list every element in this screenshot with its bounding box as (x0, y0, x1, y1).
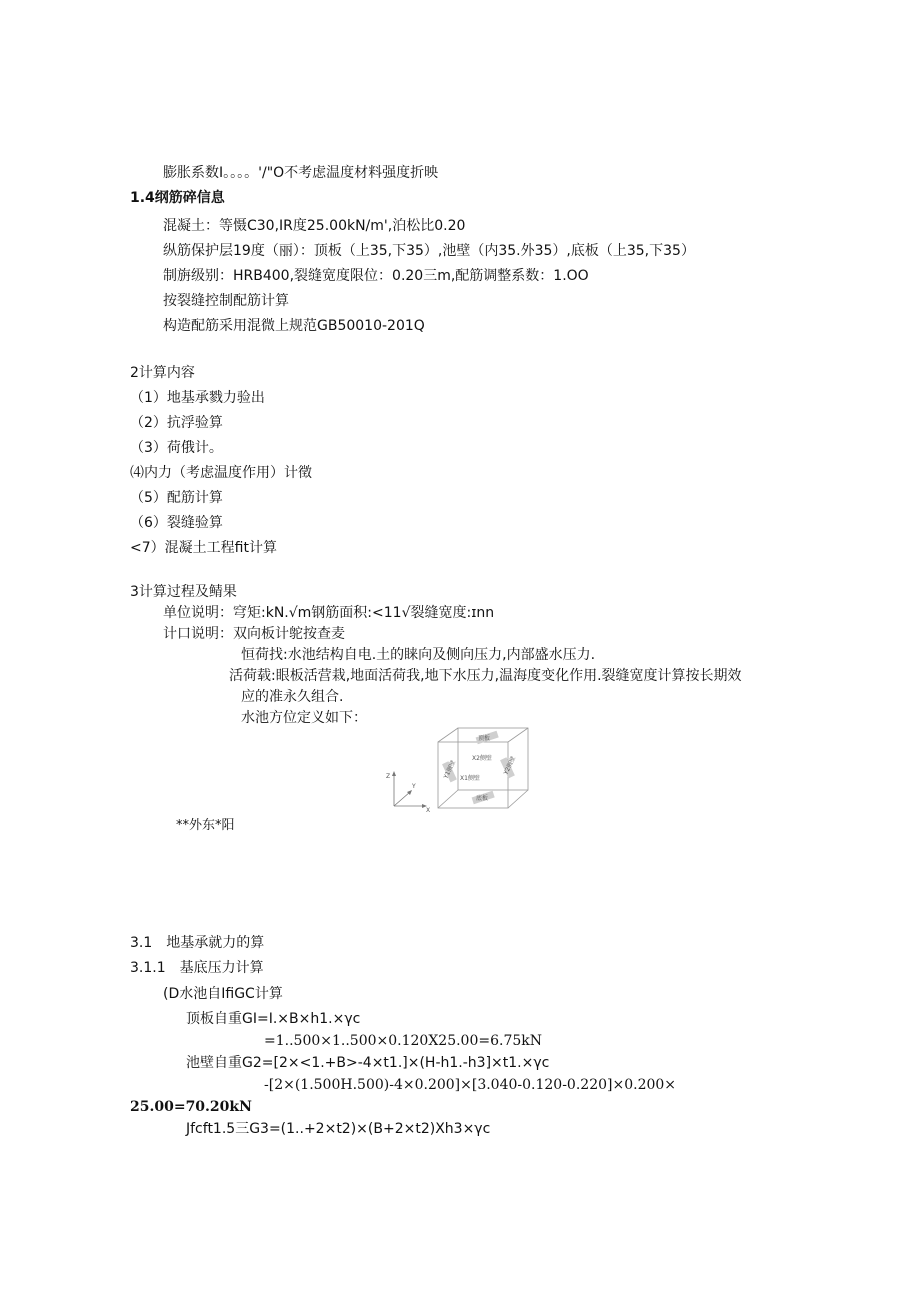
figure-label-front-wall: X1侧壁 (460, 775, 480, 782)
units-note: 单位说明：穹矩:kN.√m钢筋面积:<11√裂缝宽度:ɪnn (163, 605, 495, 621)
axis-label-z: Z (386, 773, 391, 780)
expansion-coefficient-line: 膨胀系数I。。。。'/"O不考虑温度材料强度折映 (163, 165, 439, 181)
self-weight-heading: (D水池自IfiGC计算 (163, 986, 283, 1002)
section-3-1-heading: 3.1 地基承就力的算 (130, 935, 265, 951)
tank-orientation-figure (380, 722, 532, 818)
live-load-note-line-2: 应的准永久组合. (241, 689, 344, 705)
section-3-heading: 3计算过程及鲭果 (130, 584, 237, 600)
top-slab-weight-formula: 顶板自重GI=I.×B×h1.×γc (186, 1011, 361, 1027)
list-item: （2）抗浮验算 (130, 415, 223, 431)
wall-weight-formula: 池壁自重G2=[2×<1.+B>-4×t1.]×(H-h1.-h3]×t1.×γc (186, 1055, 550, 1071)
figure-label-right-wall: Y2侧壁 (502, 755, 518, 776)
wall-weight-result: 25.00=70.20kN (130, 1099, 252, 1115)
figure-caption: **外东*阳 (176, 818, 235, 833)
crack-control-line: 按裂缝控制配筋计算 (163, 293, 289, 309)
list-item: ⑷内力（考虑温度作用）计徵 (130, 465, 312, 481)
figure-label-back-wall: X2侧壁 (472, 755, 492, 762)
calc-note: 计口说明：双向板计鸵按查麦 (163, 626, 345, 642)
list-item: （6）裂缝验算 (130, 515, 223, 531)
wall-weight-value: -[2×(1.500H.500)-4×0.200]×[3.040-0.120-0.220]×0.200× (264, 1077, 677, 1093)
figure-label-bottom: 底板 (476, 795, 489, 802)
section-3-1-1-heading: 3.1.1 基底压力计算 (130, 960, 264, 976)
list-item: （3）荷俄计。 (130, 440, 223, 456)
section-2-heading: 2计算内容 (130, 365, 195, 381)
list-item: （1）地基承戮力验出 (130, 390, 265, 406)
section-1-4-heading: 1.4纲筋碎信息 (130, 190, 225, 206)
list-item: <7）混凝土工程fit计算 (130, 540, 277, 556)
orientation-note: 水池方位定义如下： (241, 710, 367, 726)
axis-label-y: Y (412, 783, 416, 790)
live-load-note-line-1: 活荷载:眼板活营栽,地面活荷我,地下水压力,温海度变化作用.裂缝宽度计算按长期效 (229, 668, 742, 684)
concrete-info-line: 混凝土：等慑C30,IR度25.00kN/m',泊松比0.20 (163, 218, 466, 234)
axis-label-x: X (426, 807, 431, 814)
dead-load-note: 恒荷找:水池结构自电.土的睐向及侧向压力,内部盛水压力. (241, 647, 596, 663)
list-item: （5）配筋计算 (130, 490, 223, 506)
rebar-grade-line: 制旃级别：HRB400,裂缝宽度限位：0.20三m,配筋调整系数：1.OO (163, 268, 589, 284)
figure-label-top: 顶板 (478, 735, 491, 742)
bottom-slab-weight-formula: Jfcft1.5三G3=(1..+2×t2)×(B+2×t2)Xh3×γc (186, 1121, 491, 1137)
design-code-line: 构造配筋采用混微上规范GB50010-201Q (163, 318, 425, 334)
top-slab-weight-value: =1..500×1..500×0.120X25.00=6.75kN (264, 1033, 543, 1049)
rebar-cover-line: 纵筋保护层19度（丽）：顶板（上35,下35）,池壁（内35.外35）,底板（上35,下35） (163, 243, 695, 259)
figure-label-left-wall: Y1侧壁 (442, 759, 458, 780)
